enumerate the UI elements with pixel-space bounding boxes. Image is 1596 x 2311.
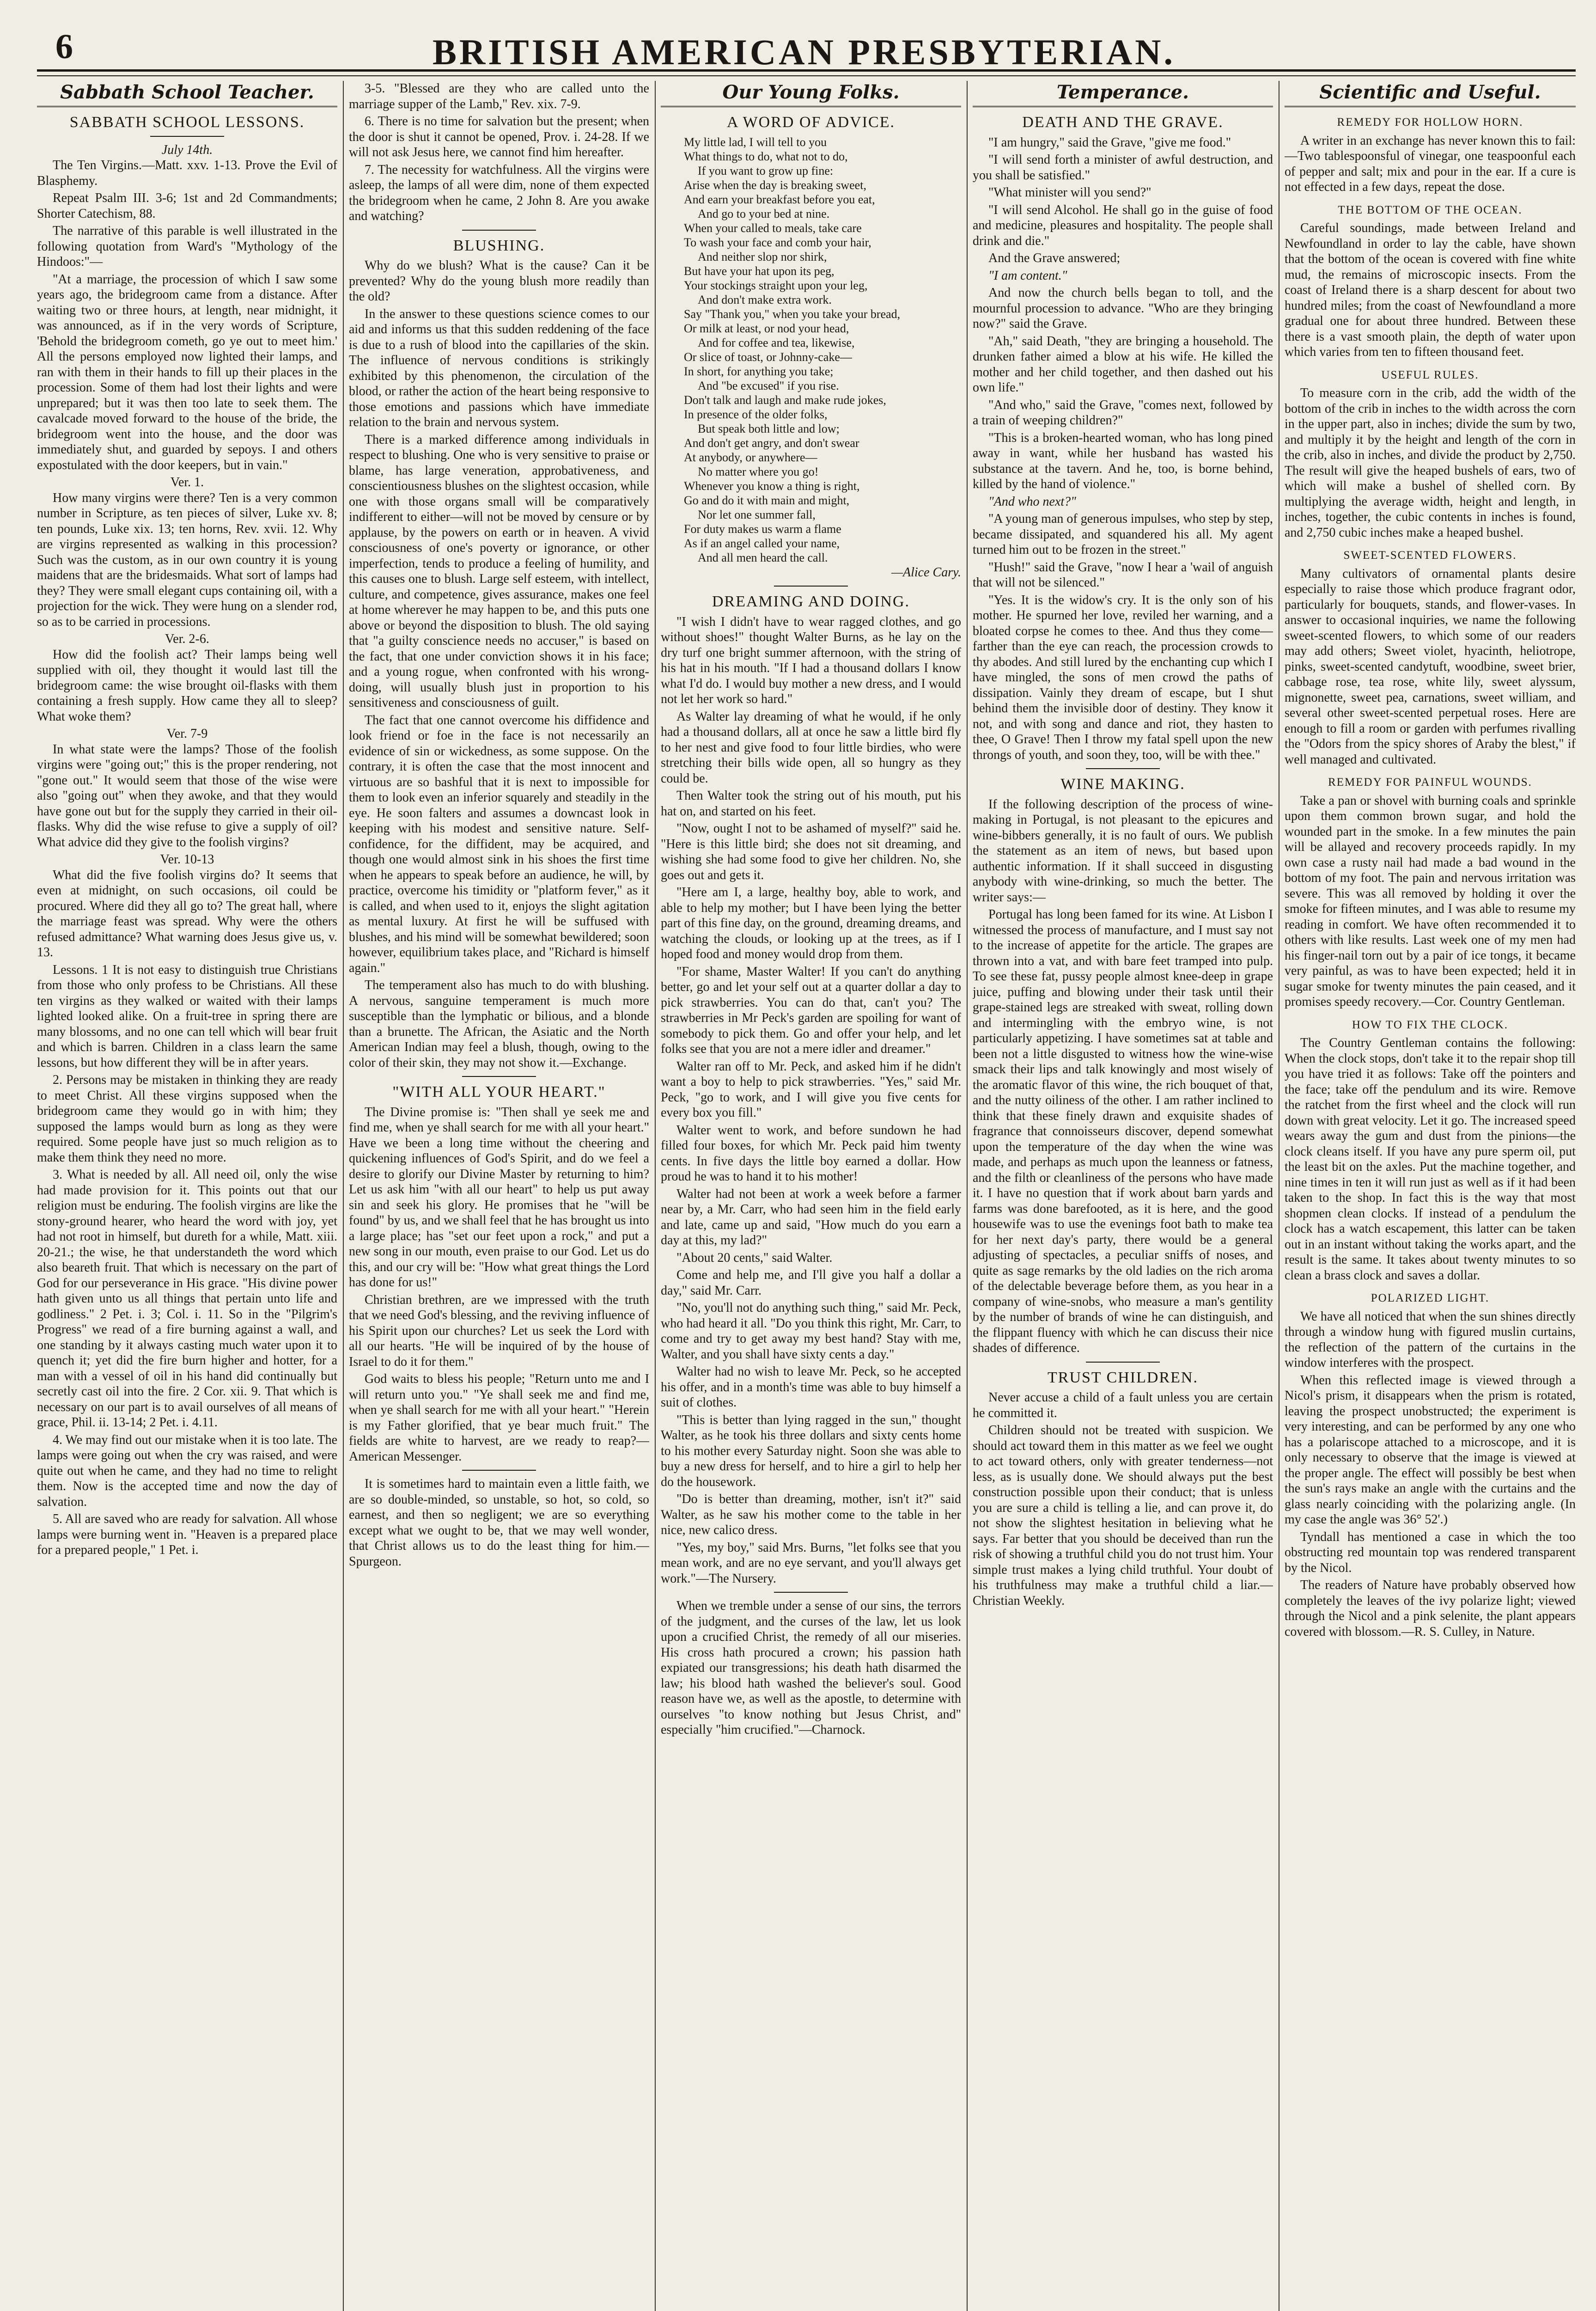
paragraph: To measure corn in the crib, add the width of the bottom of the crib in inches to the width across the corn in the upper part, also in inches; divide the sum by two, and multiply it by the height and length of the corn in the crib, also in inches, and divide the product by 2,750. The result will give the heaped bushels of ears, two of which will make a bushel of shelled corn. By multiplying the average width, height and length, in inches, together, the cubic contents in inches is found, and 2,750 cubic inches make a heaped bushel. — [1285, 386, 1576, 540]
paragraph: How did the foolish act? Their lamps being well supplied with oil, they thought it would last till the bridegroom came: the wise brought oil-flasks with them containing a fresh supply. How came they all to sleep? What woke them? — [37, 647, 337, 724]
paragraph: If the following description of the process of wine-making in Portugal, is not pleasant to the epicures and wine-bibbers generally, it is no fault of ours. We publish the statement as an item of news, but based upon authentic information. If it shall succeed in disgusting anybody with wine-drinking, so much the better. The writer says:— — [973, 797, 1273, 905]
poem-line: What things to do, what not to do, — [684, 149, 848, 163]
paragraph: The narrative of this parable is well illustrated in the following quotation from Ward's "Mythology of the Hindoos:"— — [37, 224, 337, 269]
newspaper-title: BRITISH AMERICAN PRESBYTERIAN. — [432, 32, 1176, 72]
divider — [1086, 1362, 1160, 1363]
paragraph: Never accuse a child of a fault unless you are certain he committed it. — [973, 1390, 1273, 1420]
lesson-date: July 14th. — [161, 142, 213, 157]
paragraph: Tyndall has mentioned a case in which the too obstructing red mountain top was rendered transparent by the Nicol. — [1285, 1529, 1576, 1575]
poem-credit: —Alice Cary. — [891, 565, 961, 580]
verse-heading: Ver. 2-6. — [165, 632, 209, 646]
paragraph: Many cultivators of ornamental plants desire especially to raise those which produce fragrant odor, particularly for bouquets, stands, and flower-vases. In answer to occasional inquiries, we name the following sweet-scented flowers, to which some of our readers may add others; Sweet violet, hyacinth, heliotrope, pinks, sweet-scented candytuft, woodbine, sweet brier, cabbage rose, tea rose, white lily, sweet alyssum, mignonette, sweet pea, carnations, sweet william, and several other sweet-scented perpetual roses. Here are enough to fill a room or garden with perfumes rivalling the "Odors from the spicy shores of Araby the blest," if well managed and cultivated. — [1285, 566, 1576, 767]
article-heading: A WORD OF ADVICE. — [727, 114, 895, 131]
paragraph: "Do is better than dreaming, mother, isn't it?" said Walter, as he saw his mother come to the table in her nice, new calico dress. — [661, 1492, 961, 1537]
column-rule — [967, 81, 968, 2311]
article-heading: POLARIZED LIGHT. — [1371, 1292, 1490, 1304]
article-heading: HOW TO FIX THE CLOCK. — [1352, 1018, 1509, 1031]
poem-line: My little lad, I will tell to you — [684, 135, 827, 149]
paragraph: "Ah," said Death, "they are bringing a household. The drunken father aimed a blow at his wife. He killed the mother and her child together, and then dashed out his own life." — [973, 334, 1273, 395]
masthead-rule — [37, 69, 1576, 76]
column-young-folks — [661, 81, 961, 2311]
paragraph: Repeat Psalm III. 3-6; 1st and 2d Commandments; Shorter Catechism, 88. — [37, 191, 337, 221]
article-heading: BLUSHING. — [453, 237, 545, 254]
paragraph: Why do we blush? What is the cause? Can it be prevented? Why do the young blush more readily than the old? — [349, 258, 649, 304]
column-rule — [343, 81, 344, 2311]
paragraph: What did the five foolish virgins do? It seems that even at midnight, on such occasions, oil could be procured. Where did they all go to? The great hall, where the marriage feast was spread. Why were the others refused admittance? What warning does Jesus give us, v. 13. — [37, 868, 337, 960]
paragraph: 4. We may find out our mistake when it is too late. The lamps were going out when the cry was raised, and were quite out when he came, and they had no time to relight them. Now is the accepted time and now the day of salvation. — [37, 1432, 337, 1509]
paragraph: "I am content." — [988, 268, 1067, 283]
paragraph: In the answer to these questions science comes to our aid and informs us that this sudden reddening of the face is due to a rush of blood into the capillaries of the skin. The influence of nervous conditions is strikingly exhibited by this phenomenon, the circulation of the blood, or rather the action of the heart being responsive to those emotions and passions which have immediate relation to the brain and nervous system. — [349, 306, 649, 429]
poem-line: And don't make extra work. — [698, 293, 832, 306]
article-heading: USEFUL RULES. — [1381, 368, 1479, 381]
poem-line: Don't talk and laugh and make rude jokes, — [684, 393, 886, 407]
lesson-title: The Ten Virgins.—Matt. xxv. 1-13. Prove the Evil of Blasphemy. — [37, 158, 337, 188]
article-heading: REMEDY FOR HOLLOW HORN. — [1337, 116, 1523, 128]
article-heading: SABBATH SCHOOL LESSONS. — [69, 114, 305, 131]
article-heading: SWEET-SCENTED FLOWERS. — [1343, 549, 1517, 562]
paragraph: There is a marked difference among individuals in respect to blushing. One who is very sensitive to praise or blame, has large veneration, approbativeness, and conscientiousness blushes on the slightest occasion, while one with those organs small will be comparatively indifferent to either—will not be moved by censure or by applause, by the powers on earth or in heaven. A vivid consciousness of one's poverty or ignorance, or other imperfection, tends to produce a feeling of humility, and this causes one to blush. Large self esteem, with intellect, culture, and competence, gives assurance, makes one feel at home wherever he may happen to be, and this puts one above or beyond the disposition to blush. The old saying that "a guilty conscience needs no accuser," is based on the fact, that one under conviction shows it in his face; and a young rogue, when confronted with his wrong-doing, will usually blush just in proportion to his sensitiveness and consciousness of guilt. — [349, 432, 649, 710]
paragraph: Walter ran off to Mr. Peck, and asked him if he didn't want a boy to help to pick strawberries. "Yes," said Mr. Peck, "go to work, and I will give you five cents for every box you fill." — [661, 1059, 961, 1120]
paragraph: As Walter lay dreaming of what he would, if he only had a thousand dollars, all at once he saw a little bird fly to her nest and give food to four little birdies, who were stretching their bills wide open, all so hungry as they could be. — [661, 709, 961, 786]
paragraph: 6. There is no time for salvation but the present; when the door is shut it cannot be opened, Prov. i. 24-28. If we will not ask Jesus here, we cannot find him hereafter. — [349, 114, 649, 159]
column-blushing — [349, 81, 649, 2311]
paragraph: 5. All are saved who are ready for salvation. All whose lamps were burning went in. "Heaven is a prepared place for a prepared people," 1 Pet. i. — [37, 1512, 337, 1557]
poem-line: Nor let one summer fall, — [698, 507, 816, 521]
column-sabbath-school — [37, 81, 337, 2311]
verse-heading: Ver. 10-13 — [160, 852, 214, 867]
paragraph: 7. The necessity for watchfulness. All the virgins were asleep, the lamps of all were dim, none of them expected the bridegroom when he came, 2 John 8. Are you awake and watching? — [349, 162, 649, 223]
department-heading: Scientific and Useful. — [1285, 81, 1576, 107]
paragraph: "A young man of generous impulses, who step by step, became dissipated, and squandered his all. My agent turned him out to be frozen in the street." — [973, 512, 1273, 557]
divider — [774, 586, 848, 587]
paragraph: In what state were the lamps? Those of the foolish virgins were "going out;" this is the proper rendering, not "gone out." It would seem that those of the wise were also "going out" when they awoke, and that they would have gone out but for the supply they carried in their oil-flasks. Why did the wise refuse to give a supply of oil? What advice did they give to the foolish virgins? — [37, 742, 337, 850]
poem-line: But speak both little and low; — [698, 422, 840, 435]
poem-line: In presence of the older folks, — [684, 407, 828, 421]
paragraph: The fact that one cannot overcome his diffidence and look friend or foe in the face is not necessarily an evidence of sin or wickedness, as some suppose. On the contrary, it is often the case that the most innocent and virtuous are so bashful that it is next to impossible for them to look even an inferior squarely and steadily in the eye. He soon falters and assumes a downcast look in keeping with his modest and sensitive nature. Self-confidence, for the diffident, may be acquired, and though one would almost sink in his shoes the first time when he appears to speak before an audience, he will, by practice, overcome his timidity or "platform fever," as it is called, and when used to it, enjoys the slight agitation as mental luxury. At first he will be suffused with blushes, and his mind will be somewhat bewildered; soon however, equilibrium takes place, and "Richard is himself again." — [349, 713, 649, 975]
poem-line: Or milk at least, or nod your head, — [684, 321, 849, 335]
paragraph: The readers of Nature have probably observed how completely the leaves of the ivy polarize light; viewed through the Nicol and a pink selenite, the plant appears covered with blossom.—R. S. Culley, in Nature. — [1285, 1578, 1576, 1639]
poem-line: And neither slop nor shirk, — [698, 250, 827, 263]
paragraph: "Yes, my boy," said Mrs. Burns, "let folks see that you mean work, and are no eye servant, and you'll always get work."—The Nursery. — [661, 1540, 961, 1586]
paragraph: Take a pan or shovel with burning coals and sprinkle upon them common brown sugar, and hold the wounded part in the smoke. In a few minutes the pain will be allayed and recovery proceeds rapidly. In my own case a rusty nail had made a bad wound in the bottom of my foot. The pain and nervous irritation was severe. This was all removed by holding it over the smoke for fifteen minutes, and I was able to resume my reading in comfort. We have often recommended it to others with like results. Last week one of my men had his finger-nail torn out by a pair of ice tongs, it became very painful, as was to have been expected; held it in sugar smoke for twenty minutes the pain ceased, and it promises speedy recovery.—Cor. Country Gentleman. — [1285, 793, 1576, 1009]
article-heading: TRUST CHILDREN. — [1048, 1369, 1198, 1386]
paragraph: It is sometimes hard to maintain even a little faith, we are so double-minded, so unstable, so hot, so cold, so earnest, and then so negligent; we are so everything except what we ought to be, that we may well wonder, that Christ allows us to do the least thing for him.—Spurgeon. — [349, 1477, 649, 1569]
paragraph: "Yes. It is the widow's cry. It is the only son of his mother. He spurned her love, reviled her warning, and a bloated corpse he comes to thee. And thus they come—farther than the eye can reach, the procession crowds to thy abodes. And still lured by the enchanting cup which I have mingled, the sons of men crowd the paths of dissipation. Vainly they dream of escape, but I shut behind them the invisible door of destiny. They know it not, and with song and dance and riot, they hasten to thee, O Grave! Then I throw my fatal spell upon the new throngs of youth, and soon they, too, will be with thee." — [973, 593, 1273, 762]
column-rule — [655, 81, 656, 2311]
divider — [1086, 768, 1160, 769]
paragraph: "This is better than lying ragged in the sun," thought Walter, as he took his three dollars and sixty cents home to his mother every Saturday night. Soon she was able to buy a new dress for herself, and to hire a girl to help her do the housework. — [661, 1412, 961, 1489]
paragraph: The Country Gentleman contains the following: When the clock stops, don't take it to the repair shop till you have tried it as follows: Take off the pointers and the face; take off the pendulum and its wire. Remove the ratchet from the first wheel and the clock will run down with great velocity. Let it go. The increased speed wears away the gum and dust from the pinions—the clock cleans itself. If you have any pure sperm oil, put the least bit on the axles. Put the machine together, and nine times in ten it will run just as well as if it had been taken to the shop. In fact this is the way that most shopmen clean clocks. If instead of a pendulum the clock has a watch escapement, this latter can be taken out in an instant without taking the works apart, and the result is the same. It takes about twenty minutes to so clean a brass clock and saves a dollar. — [1285, 1036, 1576, 1283]
poem-line: If you want to grow up fine: — [698, 164, 834, 177]
paragraph: How many virgins were there? Ten is a very common number in Scripture, as ten pieces of silver, Luke xv. 8; ten pounds, Luke xix. 13; ten horns, Rev. xvii. 12. Why are virgins represented as walking in this procession? Such was the custom, as in our own country it is young maidens that are the bridesmaids. What sort of lamps had they? They were small elegant cups containing oil, with a projection for the wick. They were hung on a slender rod, so as to be carried in processions. — [37, 490, 337, 629]
verse-heading: Ver. 1. — [170, 475, 204, 489]
paragraph: "I am hungry," said the Grave, "give me food." — [988, 135, 1231, 150]
paragraph: The temperament also has much to do with blushing. A nervous, sanguine temperament is much more susceptible than the lymphatic or bilious, and a blonde than a brunette. The African, the Asiatic and the North American Indian may feel a blush, though, owing to the color of their skin, they may not show it.—Exchange. — [349, 978, 649, 1070]
poem-line: In short, for anything you take; — [684, 364, 834, 378]
paragraph: "And who next?" — [988, 494, 1076, 509]
article-heading: DREAMING AND DOING. — [712, 593, 910, 610]
paragraph: God waits to bless his people; "Return unto me and I will return unto you." "Ye shall seek me and find me, when ye shall search for me with all your heart." "Herein is my Father glorified, that ye bear much fruit." The fields are white to harvest, are we ready to reap?—American Messenger. — [349, 1372, 649, 1464]
paragraph: Lessons. 1 It is not easy to distinguish true Christians from those who only profess to be Christians. All these ten virgins as they walked or waited with their lamps lighted looked alike. On a fruit-tree in spring there are many blossoms, and no one can tell which will bear fruit and which is barren. Children in a class learn the same lessons, but how different they will be in after years. — [37, 962, 337, 1070]
poem-line: Your stockings straight upon your leg, — [684, 278, 868, 292]
poem-line: No matter where you go! — [698, 465, 819, 478]
paragraph: "Here am I, a large, healthy boy, able to work, and able to help my mother; but I have been lying the better part of this fine day, on the ground, dreaming dreams, and watching the clouds, or looking up at the trees, as if I hoped food and money would drop from them. — [661, 885, 961, 961]
poem-line: And "be excused" if you rise. — [698, 379, 839, 392]
paragraph: When this reflected image is viewed through a Nicol's prism, it disappears when the prism is rotated, leaving the prospect unobstructed; the experiment is very interesting, and can be performed by any one who has a polariscope attached to a microscope, and it is only necessary to observe that the image is viewed at the proper angle. The effect will possibly be best when the sun's rays make an angle with the curtains and the glass nearly coinciding with the polarizing angle. (In my case the angle was 36° 52'.) — [1285, 1373, 1576, 1527]
paragraph: "Now, ought I not to be ashamed of myself?" said he. "Here is this little bird; she does not sit dreaming, and wishing she had some food to give her children. No, she goes out and gets it. — [661, 821, 961, 882]
article-heading: REMEDY FOR PAINFUL WOUNDS. — [1328, 776, 1532, 789]
paragraph: Children should not be treated with suspicion. We should act toward them in this matter as we feel we ought to act toward others, only with greater tenderness—not less, as is usually done. We should always put the best construction possible upon their conduct; that is unless you are sure a child is telling a lie, and can prove it, do not show the slightest hesitation in believing what he says. Far better that you should be deceived than run the risk of showing a truthful child you do not trust him. Your simple trust makes a lying child truthful. Your doubt of his truthfulness may make a truthful child a liar.—Christian Weekly. — [973, 1423, 1273, 1608]
paragraph: Walter had no wish to leave Mr. Peck, so he accepted his offer, and in a month's time was able to buy himself a suit of clothes. — [661, 1364, 961, 1410]
department-heading: Our Young Folks. — [661, 81, 961, 107]
poem-line: When your called to meals, take care — [684, 221, 862, 235]
divider — [774, 1592, 848, 1593]
paragraph: "No, you'll not do anything such thing," said Mr. Peck, who had heard it all. "Do you think this right, Mr. Carr, to come and try to get away my best hand? Stay with me, Walter, and you shall have sixty cents a day." — [661, 1301, 961, 1362]
paragraph: When we tremble under a sense of our sins, the terrors of the judgment, and the curses of the law, let us look upon a crucified Christ, the remedy of all our miseries. His cross hath procured a crown; his passion hath expiated our transgressions; his death hath disarmed the law; his blood hath washed the believer's soul. Good reason have we, as well as the apostle, to determine with ourselves "to know nothing but Jesus Christ, and" especially "him crucified."—Charnock. — [661, 1599, 961, 1737]
poem-line: Say "Thank you," when you take your bread, — [684, 307, 901, 321]
verse-heading: Ver. 7-9 — [166, 727, 208, 741]
article-heading: WINE MAKING. — [1060, 776, 1185, 793]
paragraph: We have all noticed that when the sun shines directly through a window hung with figured muslin curtains, the reflection of the pattern of the curtains in the window interferes with the prospect. — [1285, 1309, 1576, 1370]
paragraph: "At a marriage, the procession of which I saw some years ago, the bridegroom came from a distance. After waiting two or three hours, at length, near midnight, it was announced, as if in the very words of Scripture, 'Behold the bridegroom cometh, go ye out to meet him.' All the persons employed now lighted their lamps, and ran with them in their hands to fill up their places in the procession. Some of them had lost their lights and were unprepared; but it was then too late to seek them. The cavalcade moved forward to the house of the bride, the bridegroom went into the house, and the door was immediately shut, and guarded by sepoys. I and others expostulated with the door keepers, but in vain." — [37, 272, 337, 472]
paragraph: "About 20 cents," said Walter. — [676, 1250, 833, 1265]
poem-line: At anybody, or anywhere— — [684, 450, 817, 464]
paragraph: And now the church bells began to toll, and the mournful procession to advance. "Who are they bringing now?" said the Grave. — [973, 286, 1273, 331]
paragraph: Portugal has long been famed for its wine. At Lisbon I witnessed the process of manufacture, and I must say not to the increase of appetite for the article. The grapes are thrown into a vat, and with bare feet tramped into pulp. To see these fat, pussy people almost knee-deep in grape juice, puffing and blowing under their task until their grape-stained legs are streaked with sweat, rolling down and intermingling with the embryo wine, is not particularly appetizing. I have sometimes sat at table and been not a little disgusted to witness how the wine-wise smack their lips and talk knowingly and most wisely of the aromatic flavor of this wine, the rich bouquet of that, and the nutty oiliness of the other. I am rather inclined to think that these finely drawn and exquisite shades of fragrance that connoisseurs discover, depend somewhat upon the temperature of the day when the wine was made, and perhaps as much upon the leanness or fatness, and the filth or cleanliness of the persons who have made it. I have no question that if work about barn yards and farms was done barefooted, as it is here, and the good housewife was to use the evenings foot bath to make tea for her next day's party, there would be a general adjusting of spectacles, a peculiar sniffs of noses, and quite as sage remarks by the old ladies on the rich aroma of the delectable beverage before them, as you hear in a company of wine-snobs, who measure a man's gentility by the number of brands of wine he can distinguish, and the flippant fluency with which he can discuss their nice shades of difference. — [973, 907, 1273, 1355]
poem-line: But have your hat upon its peg, — [684, 264, 835, 278]
paragraph: Come and help me, and I'll give you half a dollar a day," said Mr. Carr. — [661, 1268, 961, 1298]
poem-line: To wash your face and comb your hair, — [684, 235, 871, 249]
poem-line: Go and do it with main and might, — [684, 493, 850, 507]
poem-line: For duty makes us warm a flame — [684, 522, 841, 536]
department-heading: Temperance. — [973, 81, 1273, 107]
paragraph: Walter had not been at work a week before a farmer near by, a Mr. Carr, who had seen him in the field early and late, came up and said, "How much do you earn a day at this, my lad?" — [661, 1186, 961, 1247]
poem — [661, 135, 961, 565]
paragraph: "I wish I didn't have to wear ragged clothes, and go without shoes!" thought Walter Burns, as he lay on the dry turf one bright summer afternoon, with the string of his hat in his mouth. "If I had a thousand dollars I know what I'd do. I would buy mother a new dress, and I would not let her work so hard." — [661, 614, 961, 706]
article-heading: THE BOTTOM OF THE OCEAN. — [1338, 203, 1523, 216]
divider — [150, 136, 224, 137]
poem-line: Whenever you know a thing is right, — [684, 479, 860, 493]
column-scientific — [1285, 81, 1576, 2311]
poem-line: And for coffee and tea, likewise, — [698, 336, 855, 349]
poem-line: And don't get angry, and don't swear — [684, 436, 859, 450]
paragraph: 3-5. "Blessed are they who are called unto the marriage supper of the Lamb," Rev. xix. 7-9. — [349, 81, 649, 111]
paragraph: 2. Persons may be mistaken in thinking they are ready to meet Christ. All these virgins supposed when the bridegroom came they would go in with him; they supposed the lamps would burn as long as they were required. Some people have just so much religion as to make them think they need no more. — [37, 1073, 337, 1165]
divider — [462, 230, 536, 231]
paragraph: "And who," said the Grave, "comes next, followed by a train of weeping children?" — [973, 397, 1273, 428]
department-heading: Sabbath School Teacher. — [37, 81, 337, 107]
paragraph: "For shame, Master Walter! If you can't do anything better, go and let your self out at a quarter dollar a day to pick strawberries. You can do that, can't you? The strawberries in Mr Peck's garden are spoiling for want of somebody to pick them. Go and offer your help, and let folks see that you are not a mere idler and dreamer." — [661, 964, 961, 1056]
paragraph: A writer in an exchange has never known this to fail:—Two tablespoonsful of vinegar, one teaspoonful each of pepper and salt; mix and pour in the ear. If a cure is not effected in a few days, repeat the dose. — [1285, 133, 1576, 194]
column-temperance — [973, 81, 1273, 2311]
poem-line: As if an angel called your name, — [684, 536, 840, 550]
paragraph: The Divine promise is: "Then shall ye seek me and find me, when ye shall search for me with all your heart." Have we been a long time without the cheering and quickening influences of God's Spirit, and do we feel a desire to glorify our Divine Master by returning to him? Let us ask him "with all our heart" to help us put away sin and seek his glory. He promises that he "will be found" by us, and we shall feel that he has brought us into a large place; has "set our feet upon a rock," and put a new song in our mouth, even praise to our God. Let us do this, and our cry will be: "How what great things the Lord has done for us!" — [349, 1105, 649, 1290]
article-heading: DEATH AND THE GRAVE. — [1022, 114, 1224, 131]
paragraph: "This is a broken-hearted woman, who has long pined away in want, while her husband has wasted his substance at the tavern. And he, too, is borne behind, killed by the hand of violence." — [973, 430, 1273, 491]
paragraph: "Hush!" said the Grave, "now I hear a 'wail of anguish that will not be silenced." — [973, 560, 1273, 590]
masthead — [42, 18, 1566, 72]
paragraph: Careful soundings, made between Ireland and Newfoundland in order to lay the cable, have shown that the bottom of the ocean is covered with fine white mud, the remains of microscopic insects. From the coast of Ireland there is a sharp descent for about two hundred miles; from the coast of Newfoundland a more gradual one for about three hundred. Between these there is a vast smooth plain, the depth of water upon which varies from ten to fifteen thousand feet. — [1285, 221, 1576, 359]
poem-line: And all men heard the call. — [698, 550, 828, 564]
poem-line: And go to your bed at nine. — [698, 207, 830, 220]
article-heading: "WITH ALL YOUR HEART." — [392, 1083, 606, 1100]
paragraph: Christian brethren, are we impressed with the truth that we need God's blessing, and the reviving influence of his Spirit upon our churches? Let us seek the Lord with all our hearts. "He will be inquired of by the house of Israel to do it for them." — [349, 1292, 649, 1369]
paragraph: Walter went to work, and before sundown he had filled four boxes, for which Mr. Peck paid him twenty cents. In five days the little boy earned a dollar. How proud he was to hand it to his mother! — [661, 1123, 961, 1184]
paragraph: "What minister will you send?" — [988, 185, 1151, 200]
paragraph: "I will send forth a minister of awful destruction, and you shall be satisfied." — [973, 153, 1273, 183]
poem-line: Or slice of toast, or Johnny-cake— — [684, 350, 852, 364]
paragraph: "I will send Alcohol. He shall go in the guise of food and medicine, pleasures and hospitality. The people shall drink and die." — [973, 202, 1273, 248]
poem-line: Arise when the day is breaking sweet, — [684, 178, 866, 192]
poem-line: And earn your breakfast before you eat, — [684, 192, 875, 206]
paragraph: Then Walter took the string out of his mouth, put his hat on, and started on his feet. — [661, 789, 961, 819]
paragraph: 3. What is needed by all. All need oil, only the wise had made provision for it. This points out that our religion must be enduring. The foolish virgins are like the stony-ground hearer, who heard the word with joy, yet had not root in himself, but dureth for a while, Matt. xiii. 20-21.; the wise, he that understandeth the word which also beareth fruit. That which is necessary on the part of God for our perseverance in His grace. "His divine power hath given unto us all things that pertain unto life and godliness." 2 Pet. i. 3; Col. i. 11. So in the "Pilgrim's Progress" we read of a fire burning against a wall, and one standing by it always casting much water upon it to quench it; yet did the fire burn higher and hotter, for a man with a vessel of oil in his hand did continually but secretly cast oil into the fire. 2 Cor. xii. 9. That which is necessary on our part is to avail ourselves of all means of grace, Phil. ii. 13-14; 2 Pet. i. 4.11. — [37, 1168, 337, 1430]
page-number: 6 — [55, 27, 73, 66]
paragraph: And the Grave answered; — [988, 251, 1121, 265]
divider — [462, 1076, 536, 1077]
divider — [462, 1470, 536, 1471]
